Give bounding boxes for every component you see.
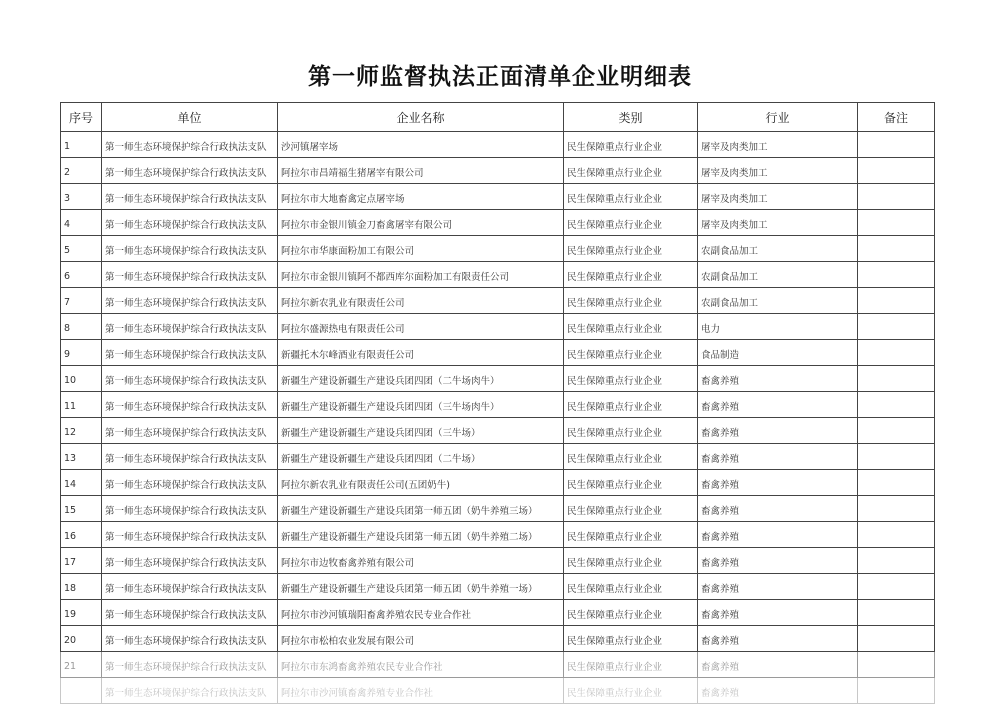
cell-unit: 第一师生态环境保护综合行政执法支队 <box>102 158 278 184</box>
cell-unit: 第一师生态环境保护综合行政执法支队 <box>102 600 278 626</box>
cell-category: 民生保障重点行业企业 <box>564 600 698 626</box>
cell-enterprise-name: 阿拉尔市金银川镇阿不都西库尔面粉加工有限责任公司 <box>278 262 564 288</box>
cell-index: 20 <box>61 626 102 652</box>
cell-remarks <box>858 678 935 704</box>
cell-index: 16 <box>61 522 102 548</box>
cell-industry: 畜禽养殖 <box>698 574 858 600</box>
column-header-category: 类别 <box>564 103 698 132</box>
cell-enterprise-name: 阿拉尔新农乳业有限责任公司(五团奶牛) <box>278 470 564 496</box>
cell-unit: 第一师生态环境保护综合行政执法支队 <box>102 262 278 288</box>
cell-remarks <box>858 366 935 392</box>
table-row <box>61 652 935 678</box>
cell-category: 民生保障重点行业企业 <box>564 314 698 340</box>
cell-remarks <box>858 496 935 522</box>
cell-industry: 畜禽养殖 <box>698 496 858 522</box>
cell-remarks <box>858 522 935 548</box>
cell-category: 民生保障重点行业企业 <box>564 392 698 418</box>
cell-index: 18 <box>61 574 102 600</box>
cell-category: 民生保障重点行业企业 <box>564 444 698 470</box>
cell-remarks <box>858 288 935 314</box>
cell-category: 民生保障重点行业企业 <box>564 496 698 522</box>
cell-enterprise-name: 阿拉尔市金银川镇金刀畜禽屠宰有限公司 <box>278 210 564 236</box>
table-row <box>61 470 935 496</box>
cell-category: 民生保障重点行业企业 <box>564 678 698 704</box>
cell-unit: 第一师生态环境保护综合行政执法支队 <box>102 184 278 210</box>
cell-remarks <box>858 210 935 236</box>
cell-industry: 畜禽养殖 <box>698 600 858 626</box>
cell-enterprise-name: 阿拉尔市东鸿畜禽养殖农民专业合作社 <box>278 652 564 678</box>
table-row <box>61 444 935 470</box>
cell-industry: 屠宰及肉类加工 <box>698 132 858 158</box>
cell-industry: 畜禽养殖 <box>698 652 858 678</box>
cell-index: 1 <box>61 132 102 158</box>
table-row <box>61 626 935 652</box>
cell-remarks <box>858 600 935 626</box>
table-row <box>61 158 935 184</box>
cell-enterprise-name: 阿拉尔市华康面粉加工有限公司 <box>278 236 564 262</box>
cell-enterprise-name: 阿拉尔市大地畜禽定点屠宰场 <box>278 184 564 210</box>
cell-category: 民生保障重点行业企业 <box>564 184 698 210</box>
cell-category: 民生保障重点行业企业 <box>564 288 698 314</box>
cell-enterprise-name: 沙河镇屠宰场 <box>278 132 564 158</box>
table-row <box>61 392 935 418</box>
cell-index: 19 <box>61 600 102 626</box>
cell-remarks <box>858 392 935 418</box>
table-row <box>61 340 935 366</box>
cell-index: 3 <box>61 184 102 210</box>
cell-enterprise-name: 新疆生产建设新疆生产建设兵团四团（三牛场肉牛） <box>278 392 564 418</box>
cell-category: 民生保障重点行业企业 <box>564 366 698 392</box>
cell-enterprise-name: 新疆生产建设新疆生产建设兵团四团（二牛场） <box>278 444 564 470</box>
cell-unit: 第一师生态环境保护综合行政执法支队 <box>102 366 278 392</box>
cell-remarks <box>858 574 935 600</box>
cell-unit: 第一师生态环境保护综合行政执法支队 <box>102 470 278 496</box>
table-row <box>61 262 935 288</box>
cell-unit: 第一师生态环境保护综合行政执法支队 <box>102 678 278 704</box>
cell-industry: 屠宰及肉类加工 <box>698 158 858 184</box>
table-row <box>61 418 935 444</box>
cell-index: 6 <box>61 262 102 288</box>
cell-category: 民生保障重点行业企业 <box>564 522 698 548</box>
table-row <box>61 574 935 600</box>
cell-index: 13 <box>61 444 102 470</box>
table-row <box>61 366 935 392</box>
cell-category: 民生保障重点行业企业 <box>564 158 698 184</box>
cell-enterprise-name: 新疆生产建设新疆生产建设兵团四团（三牛场） <box>278 418 564 444</box>
cell-index: 17 <box>61 548 102 574</box>
table-row <box>61 548 935 574</box>
cell-unit: 第一师生态环境保护综合行政执法支队 <box>102 496 278 522</box>
cell-enterprise-name: 阿拉尔市沙河镇瑞阳畜禽养殖农民专业合作社 <box>278 600 564 626</box>
cell-category: 民生保障重点行业企业 <box>564 262 698 288</box>
cell-industry: 农副食品加工 <box>698 262 858 288</box>
cell-enterprise-name: 新疆生产建设新疆生产建设兵团第一师五团（奶牛养殖二场） <box>278 522 564 548</box>
cell-remarks <box>858 418 935 444</box>
enterprise-detail-table <box>60 102 935 704</box>
cell-index: 21 <box>61 652 102 678</box>
cell-industry: 畜禽养殖 <box>698 366 858 392</box>
table-row <box>61 314 935 340</box>
cell-unit: 第一师生态环境保护综合行政执法支队 <box>102 210 278 236</box>
cell-remarks <box>858 132 935 158</box>
cell-index <box>61 678 102 704</box>
cell-industry: 畜禽养殖 <box>698 548 858 574</box>
cell-remarks <box>858 184 935 210</box>
cell-unit: 第一师生态环境保护综合行政执法支队 <box>102 652 278 678</box>
cell-unit: 第一师生态环境保护综合行政执法支队 <box>102 444 278 470</box>
cell-industry: 畜禽养殖 <box>698 626 858 652</box>
cell-industry: 畜禽养殖 <box>698 678 858 704</box>
cell-unit: 第一师生态环境保护综合行政执法支队 <box>102 574 278 600</box>
cell-enterprise-name: 阿拉尔市沙河镇畜禽养殖专业合作社 <box>278 678 564 704</box>
cell-category: 民生保障重点行业企业 <box>564 470 698 496</box>
cell-index: 8 <box>61 314 102 340</box>
cell-industry: 屠宰及肉类加工 <box>698 210 858 236</box>
table-row <box>61 210 935 236</box>
cell-industry: 畜禽养殖 <box>698 470 858 496</box>
cell-remarks <box>858 262 935 288</box>
cell-industry: 畜禽养殖 <box>698 392 858 418</box>
cell-index: 9 <box>61 340 102 366</box>
table-row <box>61 236 935 262</box>
column-header-index: 序号 <box>61 103 102 132</box>
cell-remarks <box>858 626 935 652</box>
table-row <box>61 522 935 548</box>
cell-category: 民生保障重点行业企业 <box>564 210 698 236</box>
cell-category: 民生保障重点行业企业 <box>564 626 698 652</box>
cell-enterprise-name: 阿拉尔新农乳业有限责任公司 <box>278 288 564 314</box>
cell-unit: 第一师生态环境保护综合行政执法支队 <box>102 314 278 340</box>
cell-remarks <box>858 444 935 470</box>
cell-index: 11 <box>61 392 102 418</box>
cell-industry: 畜禽养殖 <box>698 522 858 548</box>
cell-enterprise-name: 新疆生产建设新疆生产建设兵团第一师五团（奶牛养殖三场） <box>278 496 564 522</box>
cell-index: 12 <box>61 418 102 444</box>
table-row <box>61 288 935 314</box>
table-body <box>61 132 935 704</box>
cell-remarks <box>858 548 935 574</box>
cell-industry: 食品制造 <box>698 340 858 366</box>
cell-enterprise-name: 新疆托木尔峰酒业有限责任公司 <box>278 340 564 366</box>
cell-category: 民生保障重点行业企业 <box>564 340 698 366</box>
cell-industry: 电力 <box>698 314 858 340</box>
page-title: 第一师监督执法正面清单企业明细表 <box>308 63 692 90</box>
detail-table-container <box>60 102 934 699</box>
cell-index: 7 <box>61 288 102 314</box>
cell-enterprise-name: 新疆生产建设新疆生产建设兵团四团（二牛场肉牛） <box>278 366 564 392</box>
cell-remarks <box>858 340 935 366</box>
cell-industry: 屠宰及肉类加工 <box>698 184 858 210</box>
table-header-row <box>61 103 935 132</box>
column-header-enterprise-name: 企业名称 <box>278 103 564 132</box>
cell-category: 民生保障重点行业企业 <box>564 418 698 444</box>
cell-index: 14 <box>61 470 102 496</box>
cell-unit: 第一师生态环境保护综合行政执法支队 <box>102 236 278 262</box>
cell-unit: 第一师生态环境保护综合行政执法支队 <box>102 522 278 548</box>
cell-unit: 第一师生态环境保护综合行政执法支队 <box>102 418 278 444</box>
cell-industry: 畜禽养殖 <box>698 444 858 470</box>
column-header-remarks: 备注 <box>858 103 935 132</box>
cell-enterprise-name: 新疆生产建设新疆生产建设兵团第一师五团（奶牛养殖一场） <box>278 574 564 600</box>
cell-remarks <box>858 314 935 340</box>
cell-unit: 第一师生态环境保护综合行政执法支队 <box>102 288 278 314</box>
cell-index: 15 <box>61 496 102 522</box>
cell-remarks <box>858 236 935 262</box>
cell-enterprise-name: 阿拉尔市昌靖福生猪屠宰有限公司 <box>278 158 564 184</box>
cell-industry: 畜禽养殖 <box>698 418 858 444</box>
cell-industry: 农副食品加工 <box>698 288 858 314</box>
cell-unit: 第一师生态环境保护综合行政执法支队 <box>102 132 278 158</box>
cell-unit: 第一师生态环境保护综合行政执法支队 <box>102 548 278 574</box>
table-row <box>61 184 935 210</box>
cell-unit: 第一师生态环境保护综合行政执法支队 <box>102 340 278 366</box>
cell-enterprise-name: 阿拉尔盛源热电有限责任公司 <box>278 314 564 340</box>
cell-index: 5 <box>61 236 102 262</box>
table-row <box>61 496 935 522</box>
cell-category: 民生保障重点行业企业 <box>564 236 698 262</box>
cell-unit: 第一师生态环境保护综合行政执法支队 <box>102 392 278 418</box>
cell-enterprise-name: 阿拉尔市边牧畜禽养殖有限公司 <box>278 548 564 574</box>
cell-index: 2 <box>61 158 102 184</box>
cell-enterprise-name: 阿拉尔市松柏农业发展有限公司 <box>278 626 564 652</box>
cell-index: 10 <box>61 366 102 392</box>
cell-category: 民生保障重点行业企业 <box>564 574 698 600</box>
cell-remarks <box>858 652 935 678</box>
table-row <box>61 132 935 158</box>
cell-category: 民生保障重点行业企业 <box>564 548 698 574</box>
cell-category: 民生保障重点行业企业 <box>564 652 698 678</box>
column-header-unit: 单位 <box>102 103 278 132</box>
table-row <box>61 678 935 704</box>
cell-unit: 第一师生态环境保护综合行政执法支队 <box>102 626 278 652</box>
cell-remarks <box>858 158 935 184</box>
table-row <box>61 600 935 626</box>
cell-remarks <box>858 470 935 496</box>
column-header-industry: 行业 <box>698 103 858 132</box>
cell-industry: 农副食品加工 <box>698 236 858 262</box>
cell-index: 4 <box>61 210 102 236</box>
cell-category: 民生保障重点行业企业 <box>564 132 698 158</box>
